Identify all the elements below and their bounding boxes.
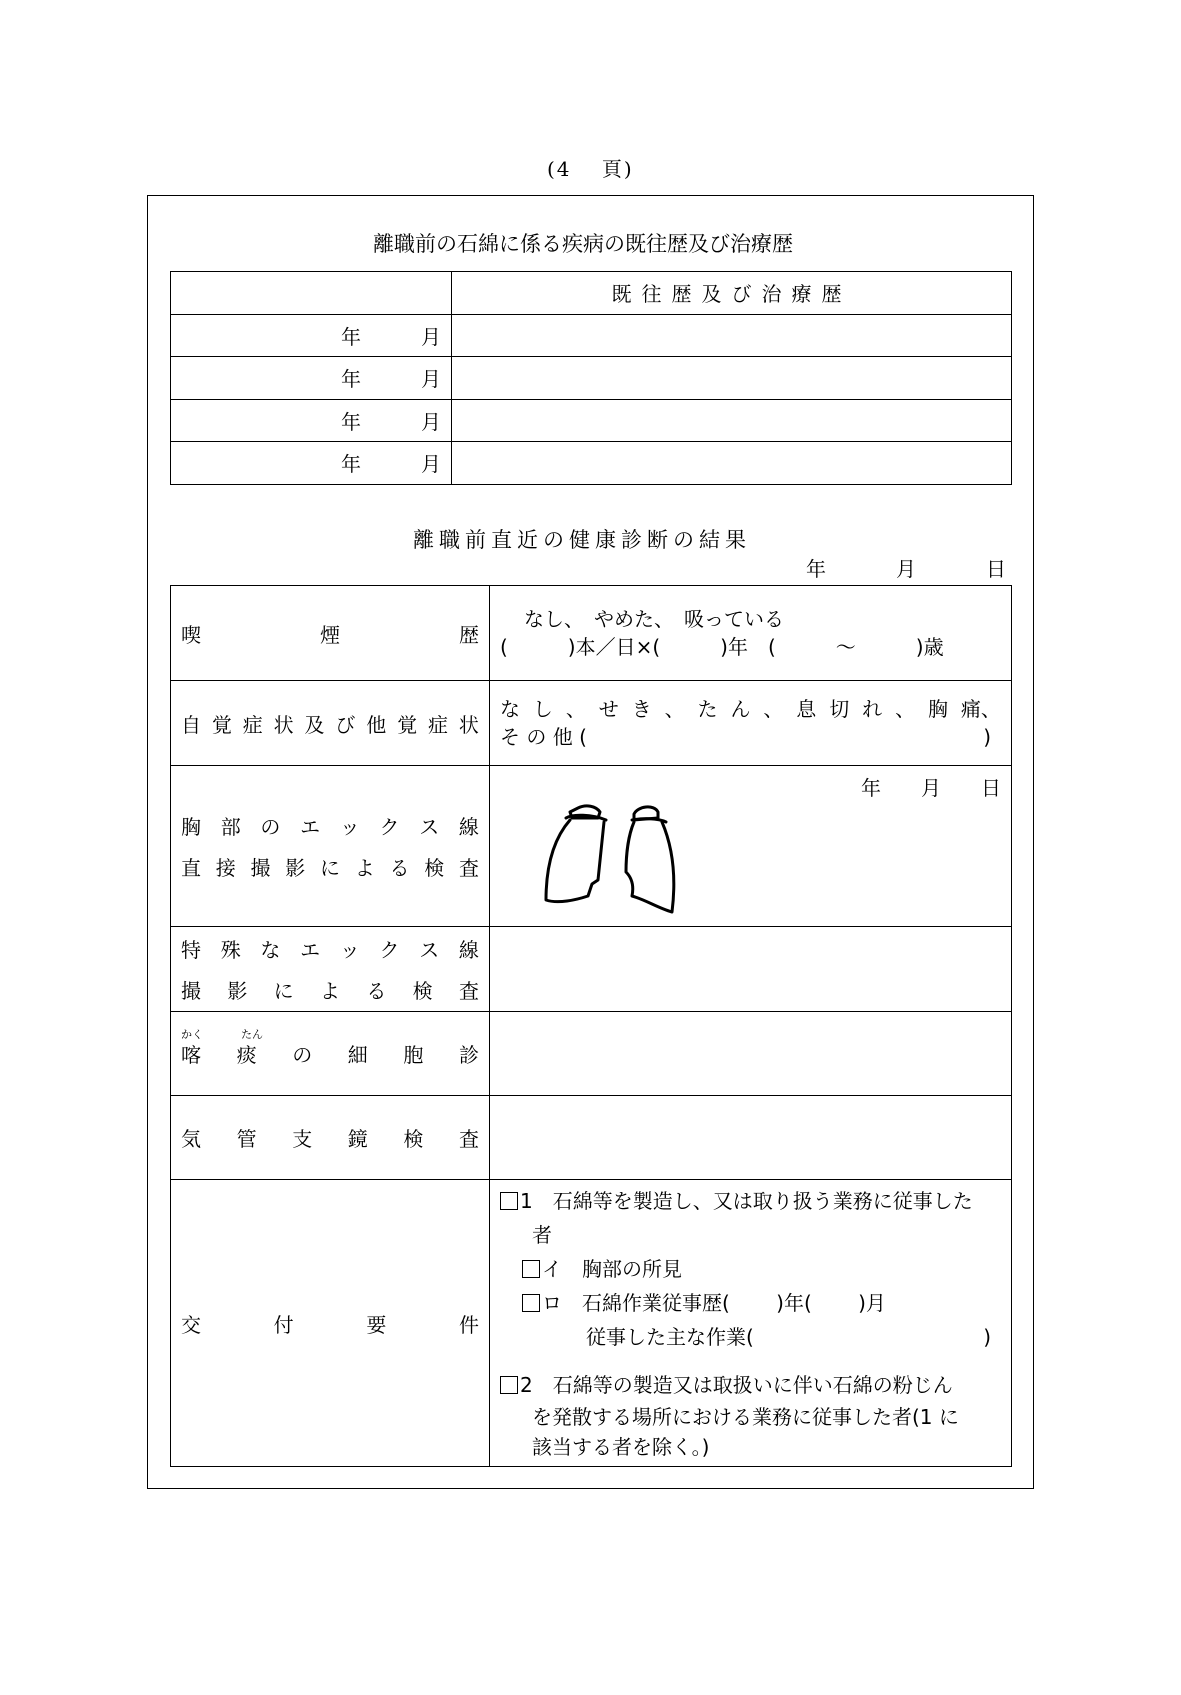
requirement-1-checkbox[interactable] [500,1192,518,1210]
xray-date: 年 月 日 [861,776,1001,800]
requirement-1-text-cont: 者 [532,1223,552,1247]
smoking-row [171,586,1012,681]
year-label: 年 [341,324,361,349]
bronchoscopy-label: 気 管 支 鏡 検 査 [181,1127,479,1151]
sputum-field[interactable] [490,1012,1012,1096]
requirement-2-text-cont1: を発散する場所における業務に従事した者(1 に [532,1405,959,1429]
lungs-diagram-icon [542,800,687,920]
month-label: 月 [421,452,441,477]
history-row [171,399,1012,442]
month-label: 月 [421,367,441,392]
sputum-label: 喀 痰 の 細 胞 診 [181,1043,479,1067]
year-label: 年 [806,557,826,581]
requirement-1-text: 1 石綿等を製造し、又は取り扱う業務に従事した [520,1189,973,1213]
history-row [171,314,1012,357]
exam-table [170,585,1012,1467]
xray-direct-row [171,766,1012,927]
history-title: 離職前の石綿に係る疾病の既往歴及び治療歴 [373,232,793,256]
month-label: 月 [421,324,441,349]
requirement-1a-text: イ 胸部の所見 [542,1257,682,1281]
xray-direct-field[interactable] [490,766,1012,927]
requirement-2-checkbox[interactable] [500,1376,518,1394]
xray-special-row [171,927,1012,1012]
requirement-1b-text[interactable]: ロ 石綿作業従事歴( )年( )月 [542,1291,886,1315]
history-row [171,442,1012,485]
xray-direct-label-line1: 胸 部 の エ ッ ク ス 線 [181,815,479,839]
history-entry-field[interactable] [452,314,1012,357]
requirement-1b-checkbox[interactable] [522,1294,540,1312]
symptoms-other[interactable]: そ の 他 ( ) [500,725,991,749]
page-number: (4 頁) [547,157,634,181]
smoking-options[interactable]: なし、 やめた、 吸っている [524,607,784,631]
exam-date [806,553,1006,582]
requirements-label: 交 付 要 件 [181,1312,479,1337]
smoking-label: 喫 煙 歴 [181,622,479,647]
bronchoscopy-field[interactable] [490,1096,1012,1180]
bronchoscopy-row [171,1096,1012,1180]
year-label: 年 [341,367,361,392]
xray-special-label-line1: 特 殊 な エ ッ ク ス 線 [181,938,479,962]
history-entry-field[interactable] [452,399,1012,442]
requirements-row [171,1180,1012,1467]
requirement-2-text-cont2: 該当する者を除く。) [532,1435,710,1459]
symptoms-options[interactable]: な し 、 せ き 、 た ん 、 息 切 れ 、 胸 痛、 [500,697,1001,721]
history-entry-field[interactable] [452,442,1012,485]
smoking-detail[interactable]: ( )本／日×( )年 ( ～ )歳 [500,635,944,659]
history-table [170,271,1012,485]
xray-special-field[interactable] [490,927,1012,1012]
exam-title: 離職前直近の健康診断の結果 [413,528,751,552]
history-header-right: 既往歴及び治療歴 [452,272,1012,315]
history-row [171,357,1012,400]
main-work-field[interactable]: 従事した主な作業( ) [586,1325,991,1349]
month-label: 月 [421,409,441,434]
requirement-2-text: 2 石綿等の製造又は取扱いに伴い石綿の粉じん [520,1373,953,1397]
month-label: 月 [896,557,916,581]
requirement-1a-checkbox[interactable] [522,1260,540,1278]
year-label: 年 [341,452,361,477]
xray-direct-label-line2: 直 接 撮 影 に よ る 検 査 [181,856,479,880]
sputum-row [171,1012,1012,1096]
year-label: 年 [341,409,361,434]
history-entry-field[interactable] [452,357,1012,400]
symptoms-label: 自 覚 症 状 及 び 他 覚 症 状 [181,712,479,737]
ruby-kaku: かく [181,1028,203,1041]
xray-special-label-line2: 撮 影 に よ る 検 査 [181,979,479,1003]
day-label: 日 [986,557,1006,581]
symptoms-row [171,681,1012,766]
history-header-left [171,272,452,315]
ruby-tan: たん [241,1028,263,1041]
